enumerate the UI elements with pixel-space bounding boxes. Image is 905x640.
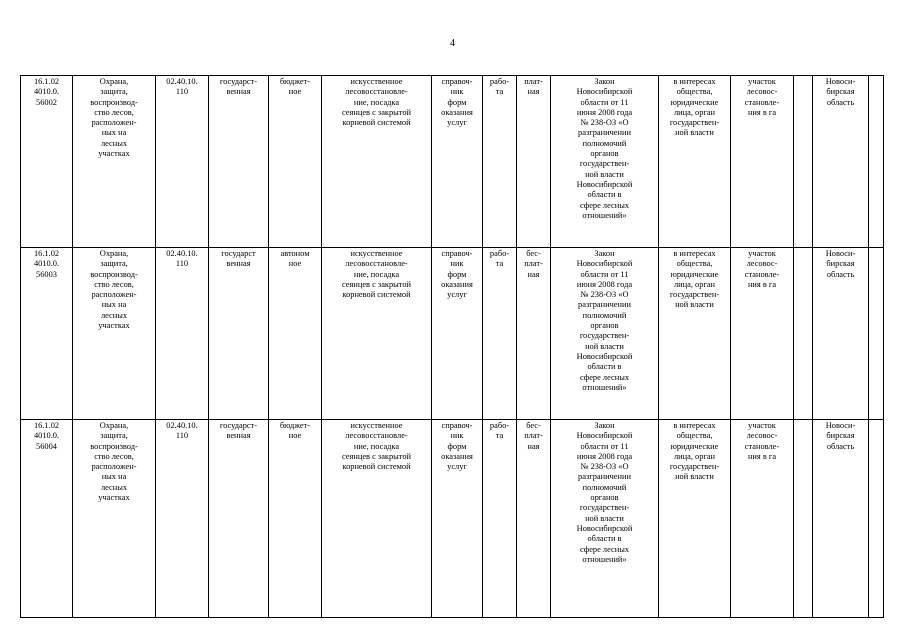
table-row (21, 248, 884, 420)
cell-region: Новоси- бирская область (813, 248, 869, 420)
cell-authority-type: государст- венная (209, 76, 269, 248)
cell-service-kind: рабо- та (483, 248, 517, 420)
cell-legal-basis: Закон Новосибирской области от 11 июня 2008 года № 238-ОЗ «О разграничении полномочий органов государствен- ной власти Новосибирской области в сфере лесных отношений» (551, 248, 659, 420)
cell-institution-type: бюджет- ное (269, 420, 322, 618)
cell-empty (869, 248, 884, 420)
cell-service-form: справоч- ник форм оказания услуг (432, 76, 483, 248)
cell-service-content: искусственное лесовосстановле- ние, посадка сеянцев с закрытой корневой системой (322, 76, 432, 248)
cell-service-kind: рабо- та (483, 76, 517, 248)
cell-empty (794, 76, 813, 248)
cell-service-kind: рабо- та (483, 420, 517, 618)
cell-authority-type: государст- венная (209, 420, 269, 618)
cell-region: Новоси- бирская область (813, 76, 869, 248)
cell-authority-type: государст венная (209, 248, 269, 420)
cell-volume-indicator: участок лесовос- становле- ния в га (731, 76, 794, 248)
cell-registry-code: 16.1.02 4010.0. 56004 (21, 420, 73, 618)
cell-registry-code: 16.1.02 4010.0. 56002 (21, 76, 73, 248)
page-number: 4 (450, 38, 455, 49)
cell-registry-code: 16.1.02 4010.0. 56003 (21, 248, 73, 420)
cell-okved-code: 02.40.10. 110 (156, 248, 209, 420)
cell-payment-type: бес- плат- ная (517, 248, 551, 420)
cell-service-form: справоч- ник форм оказания услуг (432, 420, 483, 618)
cell-payment-type: плат- ная (517, 76, 551, 248)
cell-region: Новоси- бирская область (813, 420, 869, 618)
cell-service-content: искусственное лесовосстановле- ние, посадка сеянцев с закрытой корневой системой (322, 420, 432, 618)
cell-service-form: справоч- ник форм оказания услуг (432, 248, 483, 420)
cell-empty (794, 248, 813, 420)
cell-okved-code: 02.40.10. 110 (156, 420, 209, 618)
cell-service-name: Охрана, защита, воспроизвод- ство лесов, расположен- ных на лесных участках (73, 248, 156, 420)
cell-service-name: Охрана, защита, воспроизвод- ство лесов, расположен- ных на лесных участках (73, 76, 156, 248)
table-row (21, 420, 884, 618)
cell-empty (869, 76, 884, 248)
cell-okved-code: 02.40.10. 110 (156, 76, 209, 248)
cell-empty (794, 420, 813, 618)
cell-legal-basis: Закон Новосибирской области от 11 июня 2008 года № 238-ОЗ «О разграничении полномочий органов государствен- ной власти Новосибирской области в сфере лесных отношений» (551, 420, 659, 618)
cell-institution-type: автоном ное (269, 248, 322, 420)
cell-consumers: в интересах общества, юридические лица, орган государствен- ной власти (659, 248, 731, 420)
cell-institution-type: бюджет- ное (269, 76, 322, 248)
cell-volume-indicator: участок лесовос- становле- ния в га (731, 248, 794, 420)
cell-empty (869, 420, 884, 618)
cell-consumers: в интересах общества, юридические лица, орган государствен- ной власти (659, 420, 731, 618)
cell-service-content: искусственное лесовосстановле- ние, посадка сеянцев с закрытой корневой системой (322, 248, 432, 420)
cell-payment-type: бес- плат- ная (517, 420, 551, 618)
cell-service-name: Охрана, защита, воспроизвод- ство лесов, расположен- ных на лесных участках (73, 420, 156, 618)
cell-volume-indicator: участок лесовос- становле- ния в га (731, 420, 794, 618)
cell-legal-basis: Закон Новосибирской области от 11 июня 2008 года № 238-ОЗ «О разграничении полномочий органов государствен- ной власти Новосибирской области в сфере лесных отношений» (551, 76, 659, 248)
table-row (21, 76, 884, 248)
cell-consumers: в интересах общества, юридические лица, орган государствен- ной власти (659, 76, 731, 248)
registry-table (20, 75, 884, 618)
